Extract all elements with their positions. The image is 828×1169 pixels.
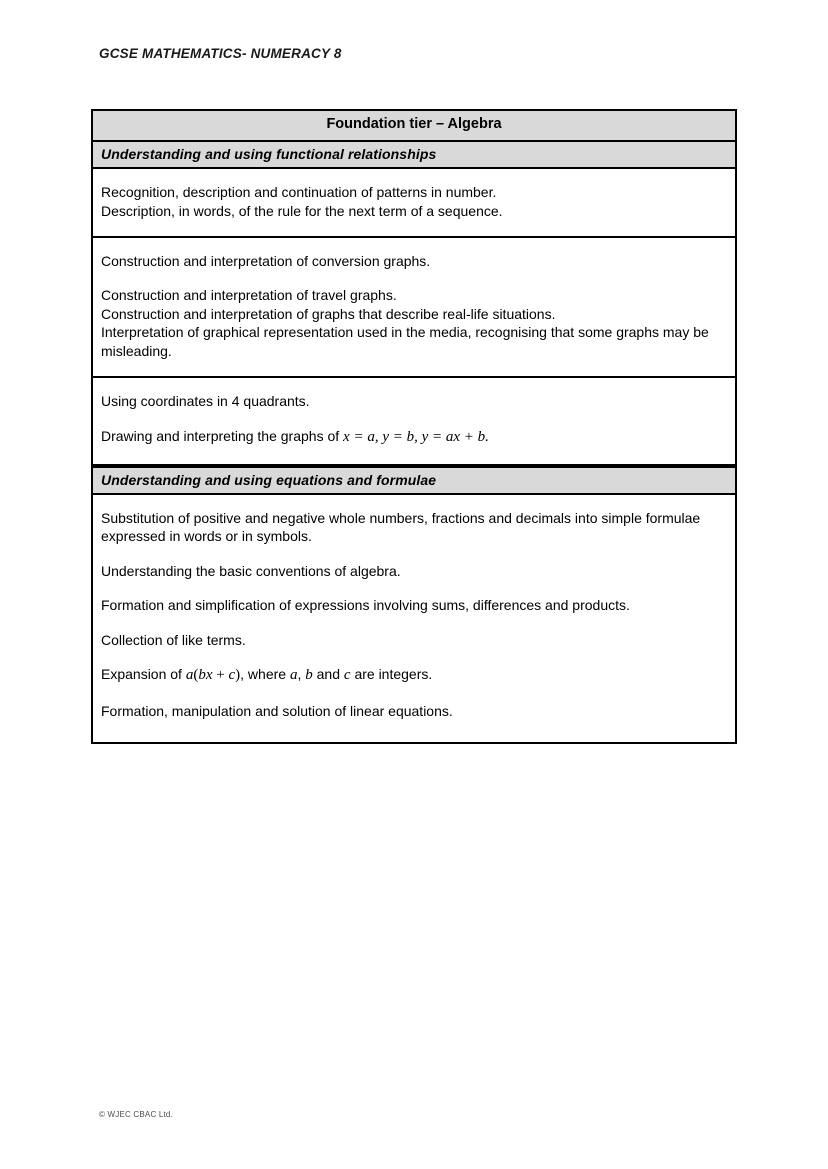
syllabus-line: Construction and interpretation of conversion graphs.	[101, 252, 431, 269]
syllabus-line: Using coordinates in 4 quadrants.	[101, 393, 310, 410]
section-heading-equations-and-formulae: Understanding and using equations and formulae	[93, 466, 735, 495]
syllabus-line: Formation, manipulation and solution of linear equations.	[101, 702, 453, 719]
content-block	[93, 169, 735, 238]
math-variable: c	[343, 667, 351, 684]
math-expression-expansion: a(bx + c)	[185, 667, 241, 684]
syllabus-line: Description, in words, of the rule for the next term of a sequence.	[101, 202, 503, 219]
syllabus-line: Substitution of positive and negative whole numbers, fractions and decimals into simple formulae expressed in words or in symbols.	[101, 509, 701, 545]
syllabus-line-expansion: Expansion of a(bx + c), where a, b and c are integers.	[101, 666, 433, 684]
syllabus-line: Construction and interpretation of graphs that describe real-life situations.	[101, 305, 556, 322]
content-block	[93, 238, 735, 378]
table-title: Foundation tier – Algebra	[93, 111, 735, 142]
section-heading-functional-relationships: Understanding and using functional relationships	[93, 142, 735, 169]
syllabus-line: Recognition, description and continuation of patterns in number.	[101, 184, 497, 201]
syllabus-line: Construction and interpretation of travel graphs.	[101, 287, 397, 304]
syllabus-line-text: Drawing and interpreting the graphs of	[101, 427, 340, 444]
syllabus-line-with-math	[101, 427, 721, 448]
math-expression-linear-graphs: x = a, y = b, y = ax + b.	[343, 428, 489, 445]
page-header-title: GCSE MATHEMATICS- NUMERACY 8	[99, 46, 342, 61]
syllabus-line: Collection of like terms.	[101, 631, 246, 648]
syllabus-line: Understanding the basic conventions of algebra.	[101, 562, 401, 579]
copyright-footer: © WJEC CBAC Ltd.	[99, 1110, 173, 1119]
math-variable: a	[289, 667, 298, 684]
content-block	[93, 378, 735, 465]
syllabus-table	[91, 109, 737, 744]
content-block	[93, 495, 735, 743]
math-variable: b	[305, 667, 313, 684]
syllabus-line: Formation and simplification of expressions involving sums, differences and products.	[101, 597, 630, 614]
syllabus-line: Interpretation of graphical representation used in the media, recognising that some graphs may be misleading.	[101, 324, 709, 359]
